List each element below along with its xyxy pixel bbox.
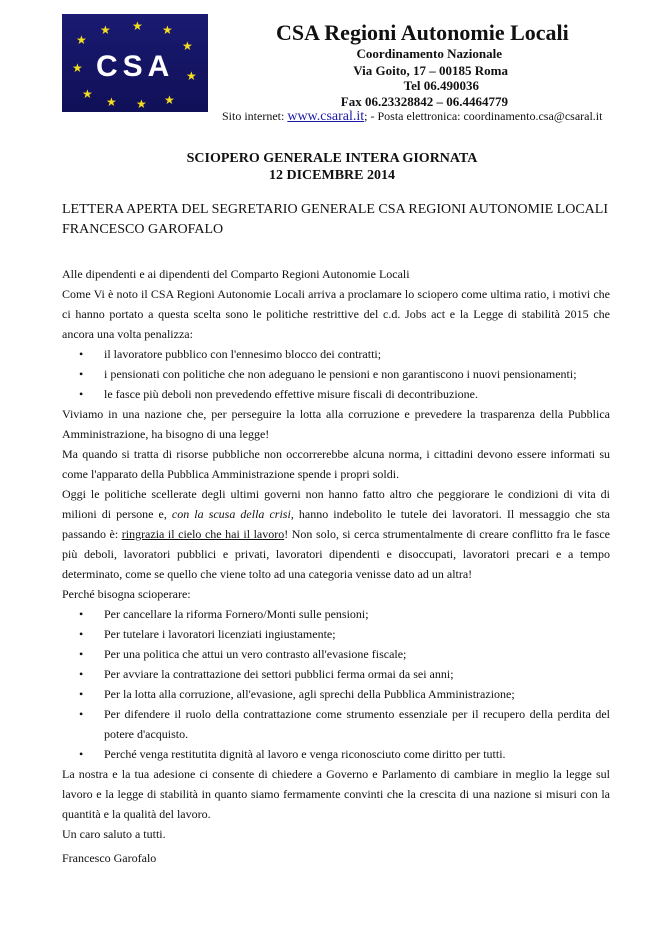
organization-title: CSA Regioni Autonomie Locali — [276, 20, 569, 45]
star-icon: ★ — [186, 69, 197, 83]
bullet-icon: • — [79, 747, 84, 761]
site-prefix: Sito internet: — [222, 109, 288, 123]
csa-logo — [62, 14, 208, 112]
list-item: • Per la lotta alla corruzione, all'evasione, agli sprechi della Pubblica Amministrazione; — [62, 684, 610, 704]
list-item: • Per avviare la contrattazione dei settori pubblici ferma ormai da sei anni; — [62, 664, 610, 684]
bullet-icon: • — [79, 607, 84, 621]
paragraph-transparency: Viviamo in una nazione che, per perseguire la lotta alla corruzione e prevedere la trasparenza della Pubblica Amministrazione, ha bisogno di una legge! — [62, 407, 610, 441]
star-icon: ★ — [182, 39, 193, 53]
bullet-icon: • — [79, 387, 84, 401]
italic-phrase: con la scusa della crisi — [171, 507, 291, 521]
letter-subject: LETTERA APERTA DEL SEGRETARIO GENERALE CSA REGIONI AUTONOMIE LOCALI FRANCESCO GAROFALO — [62, 202, 609, 237]
bullet-icon: • — [79, 667, 84, 681]
paragraph-policies: Oggi le politiche scellerate degli ultimi governi non hanno fatto altro che peggiorare le condizioni di vita di milioni di persone e, con la scusa della crisi, hanno indebolito le tutele dei lavoratori. Il messaggio che sta passando è: ringrazia il cielo che hai il lavoro! Non solo, si cerca strumentalmente di creare conflitto fra le fasce più deboli, lavoratori pubblici e privati, lavoratori dipendenti e disoccupati, lavoratori precari e a tempo determinato, come se quello che viene tolto ad una categoria venisse dato ad un altra! — [62, 487, 611, 581]
star-icon: ★ — [106, 95, 117, 109]
paragraph-intro: Come Vi è noto il CSA Regioni Autonomie Locali arriva a proclamare lo sciopero come ultima ratio, i motivi che ci hanno portato a questa scelta sono le politiche restrittive del c.d. Jobs act e la Legge di stabilità 2015 che ancora una volta penalizza: — [62, 287, 610, 341]
list-item: • Per cancellare la riforma Fornero/Monti sulle pensioni; — [62, 604, 610, 624]
bullet-icon: • — [79, 627, 84, 641]
bullet-icon: • — [79, 647, 84, 661]
recipients-line: Alle dipendenti e ai dipendenti del Comparto Regioni Autonomie Locali — [62, 267, 410, 281]
paragraph-conclusion: La nostra e la tua adesione ci consente di chiedere a Governo e Parlamento di cambiare in meglio la legge sul lavoro e la legge di stabilità in quanto siamo fermamente convinti che la crescita di una nazione si misuri con la quantità e la qualità del lavoro. — [62, 767, 610, 821]
contact-line — [222, 109, 602, 125]
title-line-2: 12 DICEMBRE 2014 — [268, 168, 395, 183]
signature: Francesco Garofalo — [62, 851, 157, 865]
star-icon: ★ — [132, 19, 143, 33]
bullet-icon: • — [79, 687, 84, 701]
underlined-phrase: ringrazia il cielo che hai il lavoro — [121, 527, 285, 541]
letter-body — [62, 264, 610, 868]
document-title — [0, 150, 664, 184]
paragraph-why-strike: Perché bisogna scioperare: — [62, 587, 191, 601]
star-icon: ★ — [76, 33, 87, 47]
email-text: ; - Posta elettronica: coordinamento.csa@csaral.it — [364, 109, 603, 123]
list-item: • i pensionati con politiche che non adeguano le pensioni e non garantiscono i nuovi pensionamenti; — [62, 364, 610, 384]
penalized-list — [62, 344, 610, 404]
reasons-list — [62, 604, 610, 764]
list-item: • Per difendere il ruolo della contrattazione come strumento essenziale per il recupero della perdita del potere d'acquisto. — [62, 704, 610, 744]
bullet-icon: • — [79, 707, 84, 721]
list-item: • Per tutelare i lavoratori licenziati ingiustamente; — [62, 624, 610, 644]
star-icon: ★ — [72, 61, 83, 75]
star-icon: ★ — [162, 23, 173, 37]
list-item: • il lavoratore pubblico con l'ennesimo blocco dei contratti; — [62, 344, 610, 364]
header-line-coordinamento: Coordinamento Nazionale — [356, 46, 502, 61]
bullet-icon: • — [79, 367, 84, 381]
closing-greeting: Un caro saluto a tutti. — [62, 827, 166, 841]
list-item: • le fasce più deboli non prevedendo effettive misure fiscali di decontribuzione. — [62, 384, 610, 404]
bullet-icon: • — [79, 347, 84, 361]
website-link[interactable]: www.csaral.it — [287, 109, 365, 124]
star-icon: ★ — [82, 87, 93, 101]
star-icon: ★ — [136, 97, 147, 111]
header-line-phone: Tel 06.490036 — [403, 78, 479, 93]
star-icon: ★ — [100, 23, 111, 37]
header-line-address: Via Goito, 17 – 00185 Roma — [353, 63, 508, 78]
paragraph-public-resources: Ma quando si tratta di risorse pubbliche non occorrerebbe alcuna norma, i cittadini devono essere informati su come l'apparato della Pubblica Amministrazione spende i propri soldi. — [62, 447, 610, 481]
list-item: • Perché venga restitutita dignità al lavoro e venga riconosciuto come diritto per tutti. — [62, 744, 610, 764]
header-line-fax: Fax 06.23328842 – 06.4464779 — [340, 94, 508, 109]
title-line-1: SCIOPERO GENERALE INTERA GIORNATA — [186, 151, 478, 166]
star-icon: ★ — [164, 93, 175, 107]
logo-text: CSA — [96, 50, 175, 83]
list-item: • Per una politica che attui un vero contrasto all'evasione fiscale; — [62, 644, 610, 664]
